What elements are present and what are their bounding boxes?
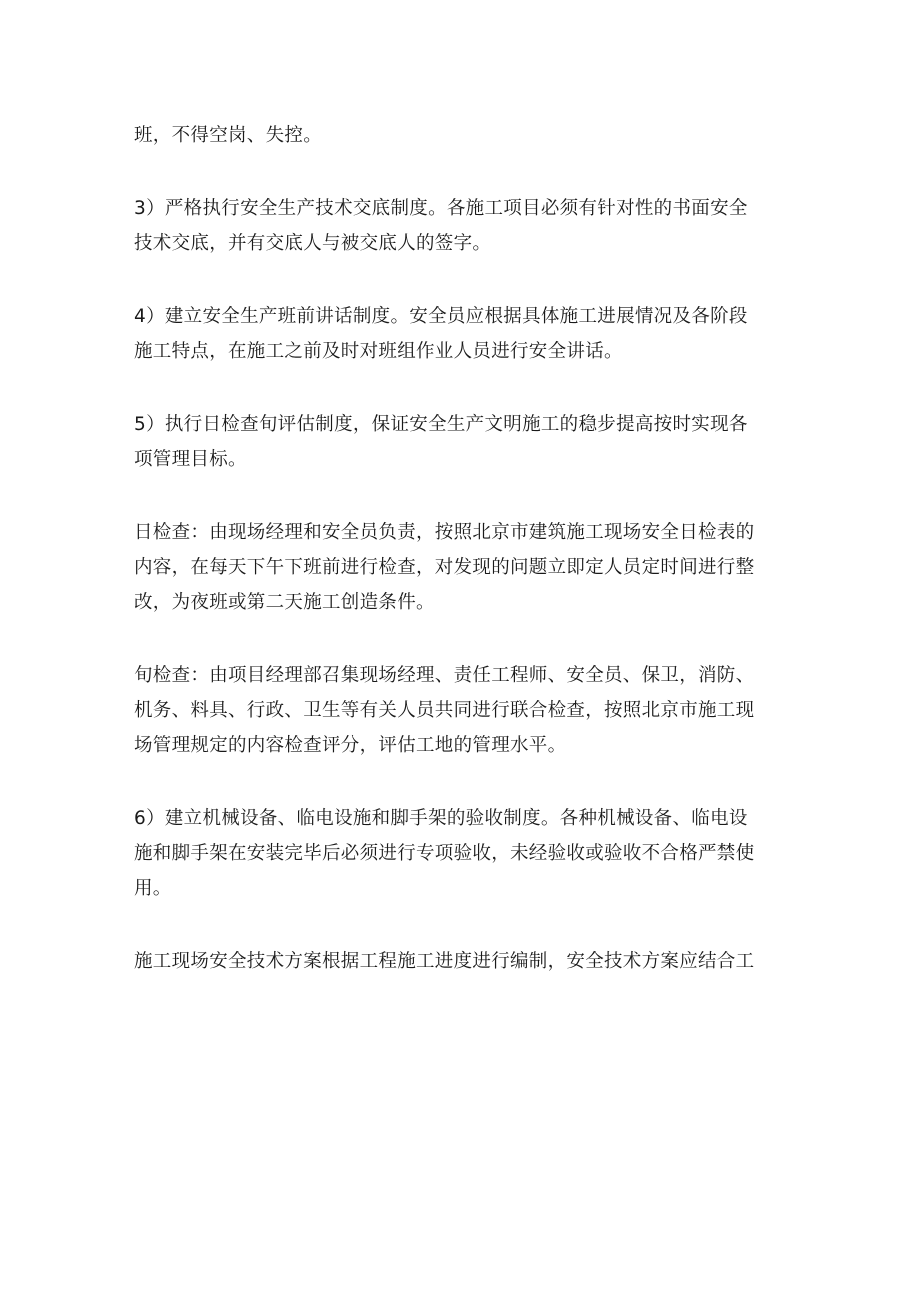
text-line: 技术交底，并有交底人与被交底人的签字。 — [134, 233, 492, 254]
text-line: 机务、料具、行政、卫生等有关人员共同进行联合检查，按照北京市施工现 — [134, 700, 755, 721]
paragraph-safety-briefing — [134, 191, 794, 261]
paragraph-daily-inspection — [134, 515, 794, 620]
text-line: 项管理目标。 — [134, 449, 247, 470]
paragraph-ten-day-inspection — [134, 658, 794, 763]
text-line: 5）执行日检查旬评估制度，保证安全生产文明施工的稳步提高按时实现各 — [134, 414, 748, 435]
text-line: 6）建立机械设备、临电设施和脚手架的验收制度。各种机械设备、临电设 — [134, 808, 748, 829]
text-line: 用。 — [134, 878, 172, 899]
text-line: 场管理规定的内容检查评分，评估工地的管理水平。 — [134, 735, 567, 756]
text-line: 施工现场安全技术方案根据工程施工进度进行编制，安全技术方案应结合工 — [134, 951, 755, 972]
document-body — [134, 118, 794, 1017]
text-line: 旬检查：由项目经理部召集现场经理、责任工程师、安全员、保卫，消防、 — [134, 665, 755, 686]
paragraph-pre-shift-talk — [134, 299, 794, 369]
text-line: 内容，在每天下午下班前进行检查，对发现的问题立即定人员定时间进行整 — [134, 557, 755, 578]
text-line: 日检查：由现场经理和安全员负责，按照北京市建筑施工现场安全日检表的 — [134, 522, 755, 543]
text-line: 班，不得空岗、失控。 — [134, 125, 323, 146]
text-line: 4）建立安全生产班前讲话制度。安全员应根据具体施工进展情况及各阶段 — [134, 306, 748, 327]
paragraph-safety-plan — [134, 944, 794, 979]
paragraph-inspection-system — [134, 407, 794, 477]
paragraph-acceptance-system — [134, 801, 794, 906]
text-line: 施工特点，在施工之前及时对班组作业人员进行安全讲话。 — [134, 341, 623, 362]
paragraph-shift-duty — [134, 118, 794, 153]
text-line: 改，为夜班或第二天施工创造条件。 — [134, 592, 435, 613]
text-line: 3）严格执行安全生产技术交底制度。各施工项目必须有针对性的书面安全 — [134, 198, 748, 219]
text-line: 施和脚手架在安装完毕后必须进行专项验收，未经验收或验收不合格严禁使 — [134, 843, 755, 864]
